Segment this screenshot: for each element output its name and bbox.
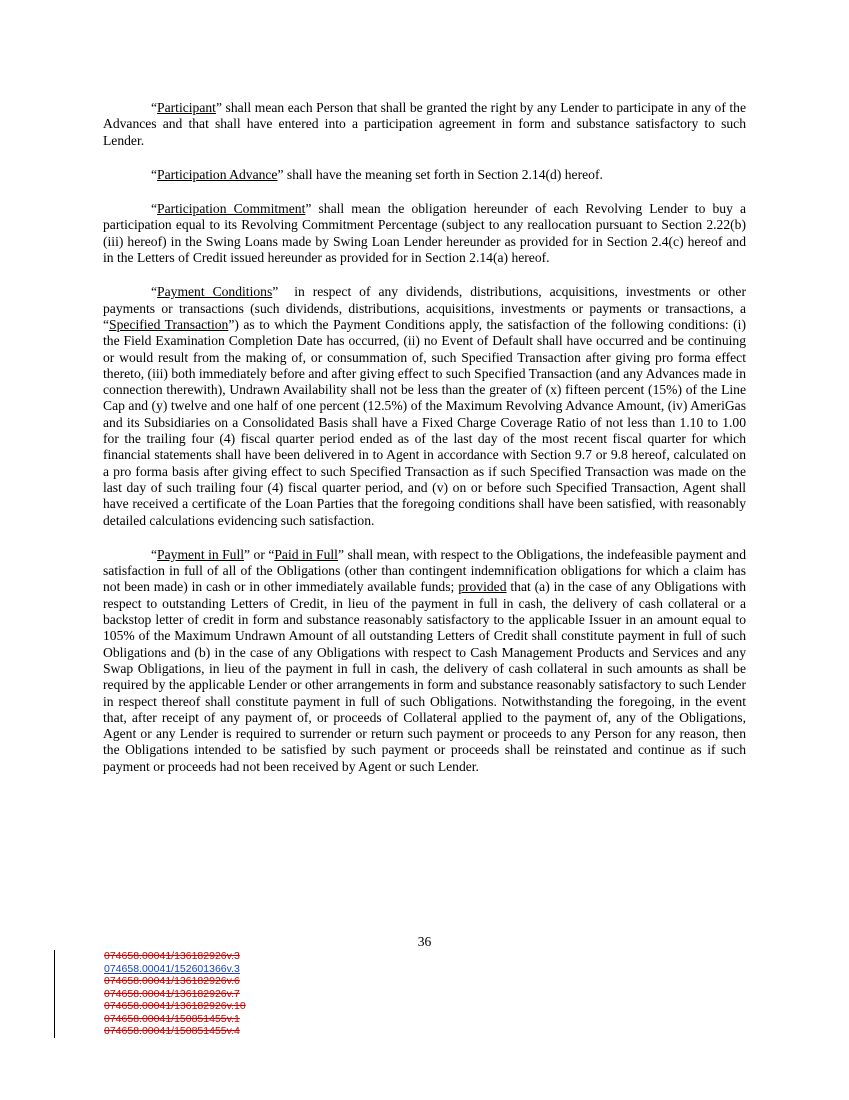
defined-term: Participant (157, 100, 216, 115)
doc-id-deleted: 074658.00041/150851455v.4 (104, 1025, 240, 1037)
defined-term: provided (458, 579, 507, 595)
definition-participation-advance: “Participation Advance” shall have the meaning set forth in Section 2.14(d) hereof. (151, 166, 603, 182)
definition-payment-in-full: “Payment in Full” or “Paid in Full” shall mean, with respect to the Obligations, the indefeasible payment and satisfaction in full of all of the Obligations (other than contingent indemnification obligations for which a claim has not been made) in cash or in other immediately available funds; provided that (a) in the case of any Obligations with respect to outstanding Letters of Credit, in lieu of the payment in full in cash, the delivery of cash collateral or a backstop letter of credit in form and substance reasonably satisfactory to the applicable Issuer in an amount equal to 105% of the Maximum Undrawn Amount of all outstanding Letters of Credit shall constitute payment in full of such Obligations and (b) in the case of any Obligations with respect to Cash Management Products and Services and any Swap Obligations, in lieu of the payment in full in cash, the delivery of cash collateral in such amounts as shall be required by the applicable Lender or other arrangements in form and substance reasonably satisfactory to such Lender in respect thereof shall constitute payment in full of such Obligations. Notwithstanding the foregoing, in the event that, after receipt of any payment of, or proceeds of Collateral applied to the payment of, any of the Obligations, Agent or any Lender is required to surrender or return such payment or proceeds to any Person for any reason, then the Obligations intended to be satisfied by such payment or proceeds shall be reinstated and continue as if such payment or proceeds had not been received by Agent or such Lender. (103, 546, 746, 774)
defined-term: Payment in Full (157, 546, 245, 562)
doc-id-deleted: 074658.00041/150851455v.1 (104, 1012, 240, 1025)
definition-participant: “Participant” shall mean each Person that shall be granted the right by any Lender to participate in any of the Advances and that shall have entered into a participation agreement in form and substance satisfactory to such Lender. (103, 100, 746, 148)
document-id-list (54, 950, 246, 1038)
definition-payment-conditions: “Payment Conditions” in respect of any dividends, distributions, acquisitions, investments or other payments or transactions (such dividends, distributions, acquisitions, investments or payments or transactions, a “Specified Transaction”) as to which the Payment Conditions apply, the satisfaction of the following conditions: (i) the Field Examination Completion Date has occurred, (ii) no Event of Default shall have occurred and be continuing or would result from the making of, or consummation of, such Specified Transaction after giving pro forma effect thereto, (iii) both immediately before and after giving effect to such Specified Transaction (and any Advances made in connection therewith), Undrawn Availability shall not be less than the greater of (x) fifteen percent (15%) of the Line Cap and (y) twelve and one half of one percent (12.5%) of the Maximum Revolving Advance Amount, (iv) AmeriGas and its Subsidiaries on a Consolidated Basis shall have a Fixed Charge Coverage Ratio of not less than 1.10 to 1.00 for the trailing four (4) fiscal quarter period ended as of the last day of the most recent fiscal quarter for which financial statements shall have been delivered in to Agent in accordance with Section 9.7 or 9.8 hereof, calculated on a pro forma basis after giving effect to such Specified Transaction as if such Specified Transaction was made on the last day of such trailing four (4) fiscal quarter period, and (v) on or before such Specified Transaction, Agent shall have received a certificate of the Loan Parties that the foregoing conditions shall have been satisfied, with reasonably detailed calculations evidencing such satisfaction. (103, 284, 750, 528)
definitions-body (103, 100, 750, 775)
defined-term: Participation Commitment (157, 201, 306, 217)
defined-term: Paid in Full (274, 546, 338, 562)
doc-id-deleted: 074658.00041/136182926v.3 (104, 950, 240, 962)
defined-term: Specified Transaction (109, 316, 229, 332)
doc-id-deleted: 074658.00041/136182926v.7 (104, 987, 240, 1000)
doc-id-deleted: 074658.00041/136182926v.10 (104, 1000, 246, 1012)
definition-participation-commitment: “Participation Commitment” shall mean the obligation hereunder of each Revolving Lender to buy a participation equal to its Revolving Commitment Percentage (subject to any reallocation pursuant to Section 2.22(b)(iii) hereof) in the Swing Loans made by Swing Loan Lender hereunder as provided for in Section 2.4(c) hereof and in the Letters of Credit issued hereunder as provided for in Section 2.14(a) hereof. (103, 201, 746, 266)
page-number: 36 (417, 934, 432, 949)
defined-term: Participation Advance (157, 166, 278, 182)
doc-id-deleted: 074658.00041/136182926v.6 (104, 975, 240, 987)
doc-id-current: 074658.00041/152601366v.3 (104, 962, 240, 975)
defined-term: Payment Conditions (157, 284, 273, 300)
